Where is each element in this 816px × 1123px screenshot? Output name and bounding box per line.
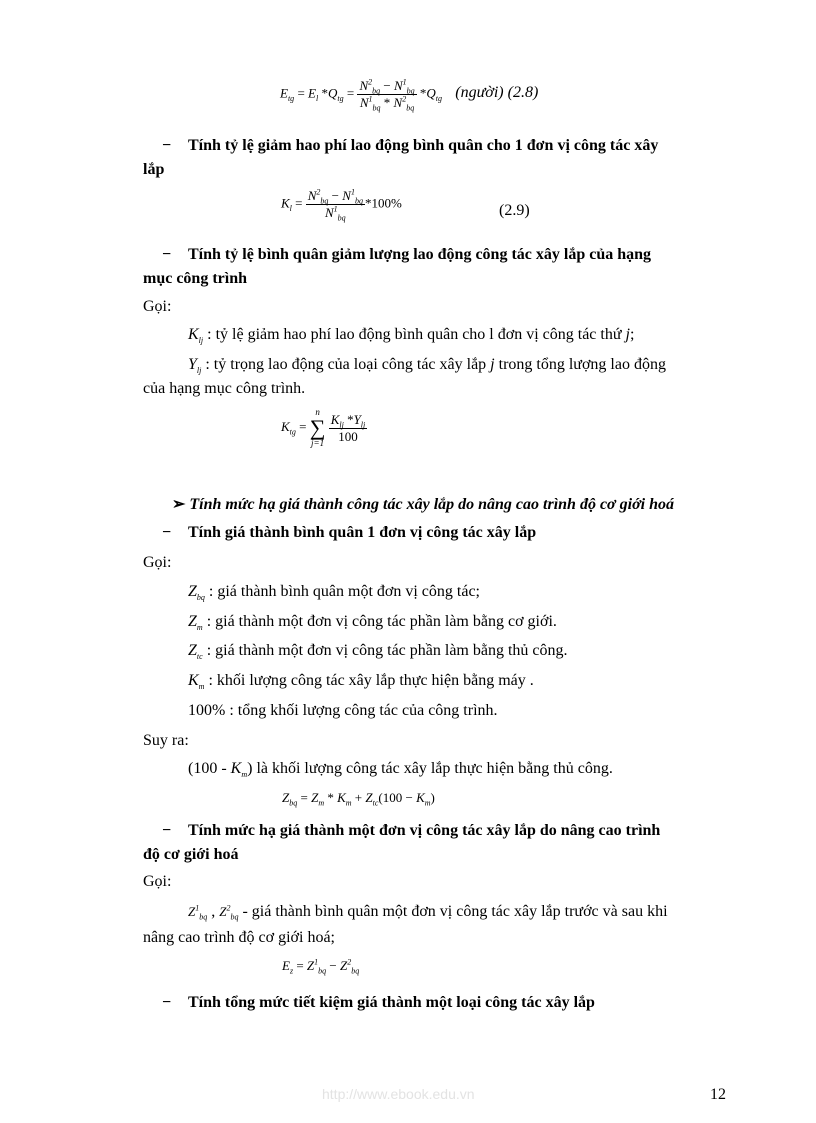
formula-ez: $E_z = Z^1_{bq} - Z^2_{bq}$	[282, 957, 360, 976]
definition-ztc: $Z_{tc}$ : giá thành một đơn vị công tác phần làm bằng thủ công.	[188, 642, 568, 662]
heading-average-reduction-cont: mục công trình	[143, 270, 247, 287]
goi-label-3: Gọi:	[143, 873, 172, 890]
formula-2-8: $E_{tg} = E_l$ $*Q_{tg}$ = $\frac{N^2_{bq} - N^1_{bq}}{N^1_{bq} * N^2_{bq}}$ $*Q_{tg}$ (người) (2.8)	[280, 77, 539, 113]
definition-zm: $Z_m$ : giá thành một đơn vị công tác phần làm bằng cơ giới.	[188, 613, 557, 633]
goi-label-1: Gọi:	[143, 298, 172, 315]
suy-ra-label: Suy ra:	[143, 732, 189, 749]
heading-average-cost: − Tính giá thành bình quân 1 đơn vị công tác xây lắp	[162, 524, 537, 541]
definition-ylj-cont: của hạng mục công trình.	[143, 380, 306, 397]
heading-cost-reduction-cont: độ cơ giới hoá	[143, 846, 239, 863]
section-title: ➢ Tính mức hạ giá thành công tác xây lắp do nâng cao trình độ cơ giới hoá	[172, 496, 675, 513]
formula-ktg: $K_{tg}$ = n ∑ j=1 $\frac{K_{lj} *Y_{lj}}{100}$	[281, 407, 366, 448]
page-number: 12	[710, 1086, 726, 1103]
definition-km: $K_m$ : khối lượng công tác xây lắp thực hiện bằng máy .	[188, 672, 534, 692]
heading-reduction-rate-cont: lắp	[143, 161, 165, 178]
definition-z1-z2-cont: nâng cao trình độ cơ giới hoá;	[143, 929, 335, 946]
heading-total-saving: − Tính tổng mức tiết kiệm giá thành một loại công tác xây lắp	[162, 994, 595, 1011]
heading-cost-reduction: − Tính mức hạ giá thành một đơn vị công tác xây lắp do nâng cao trình	[162, 822, 661, 839]
definition-zbq: $Z_{bq}$ : giá thành bình quân một đơn vị công tác;	[188, 583, 480, 603]
heading-reduction-rate: − Tính tỷ lệ giảm hao phí lao động bình quân cho 1 đơn vị công tác xây	[162, 137, 659, 154]
arrow-bullet-icon: ➢	[172, 496, 186, 513]
definition-z1-z2: $Z^1_{bq}$ , $Z^2_{bq}$ - giá thành bình quân một đơn vị công tác xây lắp trước và sau khi	[188, 903, 668, 922]
heading-average-reduction: − Tính tỷ lệ bình quân giảm lượng lao động công tác xây lắp của hạng	[162, 246, 652, 263]
formula-zbq: $Z_{bq} = Z_m * K_m + Z_{tc}(100 - K_m)$	[282, 790, 435, 808]
goi-label-2: Gọi:	[143, 554, 172, 571]
definition-ylj: $Y_{lj}$ : tỷ trọng lao động của loại công tác xây lắp j trong tổng lượng lao động	[188, 356, 666, 376]
formula-2-9-number: (2.9)	[499, 202, 530, 219]
definition-100-km: $(100 - K_m)$ là khối lượng công tác xây lắp thực hiện bằng thủ công.	[188, 760, 613, 780]
formula-2-9: $K_l$ = $\frac{N^2_{bq} - N^1_{bq}}{N^1_{bq}}$ *100%	[281, 187, 402, 223]
definition-klj: $K_{lj}$ : tỷ lệ giảm hao phí lao động bình quân cho l đơn vị công tác thứ j;	[188, 326, 635, 346]
definition-100: 100% : tổng khối lượng công tác của công trình.	[188, 702, 498, 719]
footer-watermark: http://www.ebook.edu.vn	[322, 1086, 475, 1102]
formula-2-8-suffix: (người) (2.8)	[455, 84, 539, 102]
